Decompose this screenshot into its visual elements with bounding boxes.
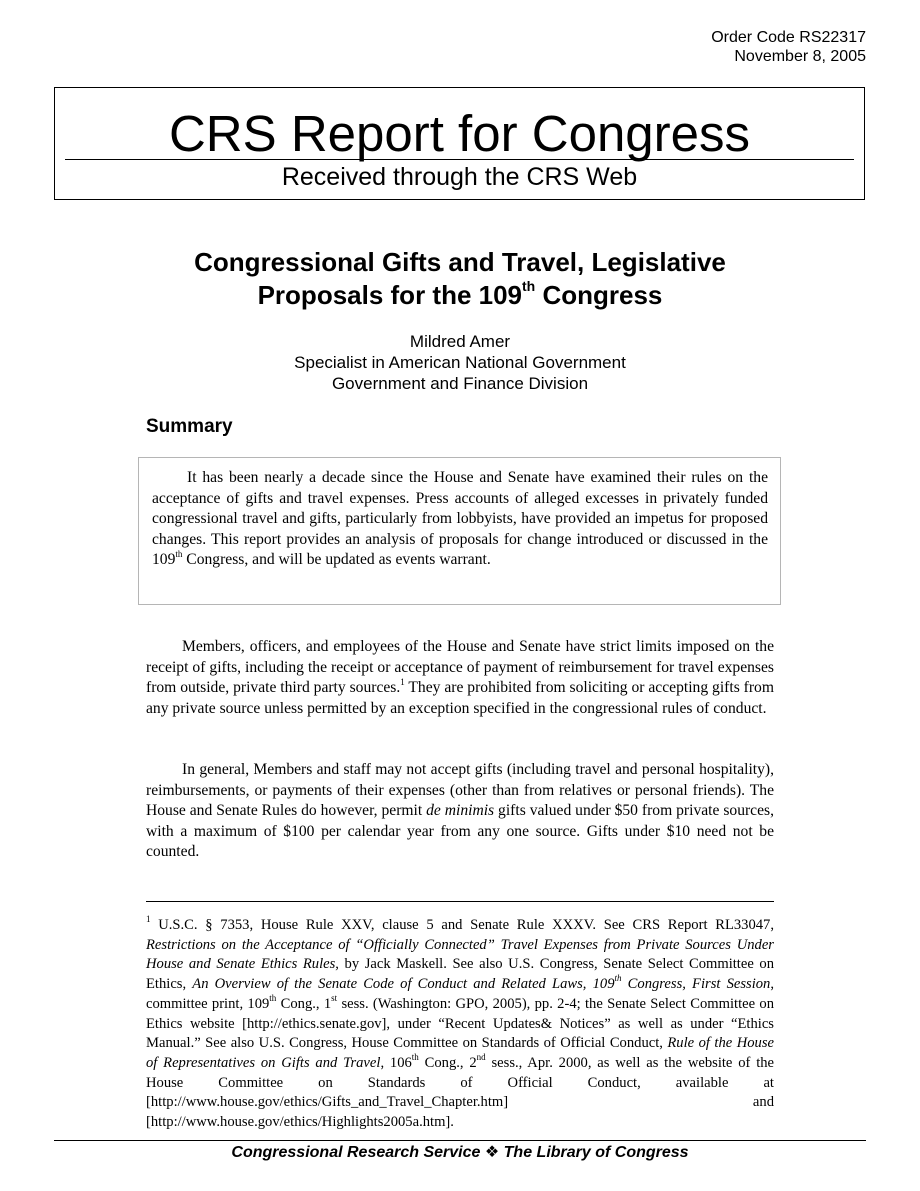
- summary-heading: Summary: [146, 416, 233, 437]
- document-title-line-2: Proposals for the 109th Congress: [257, 278, 663, 310]
- report-header-subtitle: Received through the CRS Web: [281, 163, 638, 191]
- footnote-divider: [146, 901, 774, 902]
- footnote-reference: 1: [400, 676, 405, 687]
- page-footer: Congressional Research Service ❖ The Library of Congress: [231, 1144, 689, 1161]
- author-name: Mildred Amer: [409, 332, 511, 351]
- order-code: Order Code RS22317: [711, 29, 866, 46]
- document-title: [100, 246, 820, 312]
- report-header-title: CRS Report for Congress: [168, 105, 751, 162]
- order-block: [711, 28, 866, 66]
- summary-box: [138, 457, 781, 605]
- header-divider: [65, 159, 854, 160]
- author-division: Government and Finance Division: [331, 374, 589, 393]
- report-header-box: [54, 87, 865, 200]
- body-paragraph: Members, officers, and employees of the House and Senate have strict limits imposed on the receipt of gifts, including the receipt or acceptance of payment of reimbursement for travel expenses from outside, private third party sources.$^1$ They are prohibited from soliciting or accepting gifts from any private source unless permitted by an exception specified in the congressional rules of conduct.: [146, 638, 774, 717]
- footer-divider: [54, 1140, 866, 1141]
- summary-text: It has been nearly a decade since the House and Senate have examined their rules on the acceptance of gifts and travel expenses. Press accounts of alleged excesses in privately funded congressional travel and gifts, particularly from lobbyists, have provided an impetus for proposed changes. This report provides an analysis of proposals for change introduced or discussed in the 109th Congress, and will be updated as events warrant.: [152, 469, 768, 568]
- document-title-line-1: Congressional Gifts and Travel, Legislative: [194, 247, 726, 277]
- report-date: November 8, 2005: [734, 48, 866, 65]
- body-paragraph: In general, Members and staff may not accept gifts (including travel and personal hospitality), reimbursements, or payments of their expenses (other than from relatives or personal friends). The House and Senate Rules do however, permit de minimis gifts valued under $50 from private sources, with a maximum of $100 per calendar year from any one source. Gifts under $10 need not be counted.: [146, 761, 774, 860]
- author-block: [100, 331, 820, 394]
- author-position: Specialist in American National Government: [294, 353, 626, 372]
- footnote: $^1$ U.S.C. § 7353, House Rule XXV, clause 5 and Senate Rule XXXV. See CRS Report RL33047, Restrictions on the Acceptance of “Officially Connected” Travel Expenses from Private Sources Under House and Senate Ethics Rules, by Jack Maskell. See also U.S. Congress, Senate Select Committee on Ethics, An Overview of the Senate Code of Conduct and Related Laws, 109th Congress, First Session, committee print, 109th Cong., 1st sess. (Washington: GPO, 2005), pp. 2-4; the Senate Select Committee on Ethics website [http://ethics.senate.gov], under “Recent Updates& Notices” as well as under “Ethics Manual.” See also U.S. Congress, House Committee on Standards of Official Conduct, Rule of the House of Representatives on Gifts and Travel, 106th Cong., 2nd sess., Apr. 2000, as well as the website of the House Committee on Standards of Official Conduct, available at [http://www.house.gov/ethics/Gifts_and_Travel_Chapter.htm] and [http://www.house.gov/ethics/Highlights2005a.htm].: [146, 914, 775, 1131]
- footnote-number: 1: [146, 914, 151, 925]
